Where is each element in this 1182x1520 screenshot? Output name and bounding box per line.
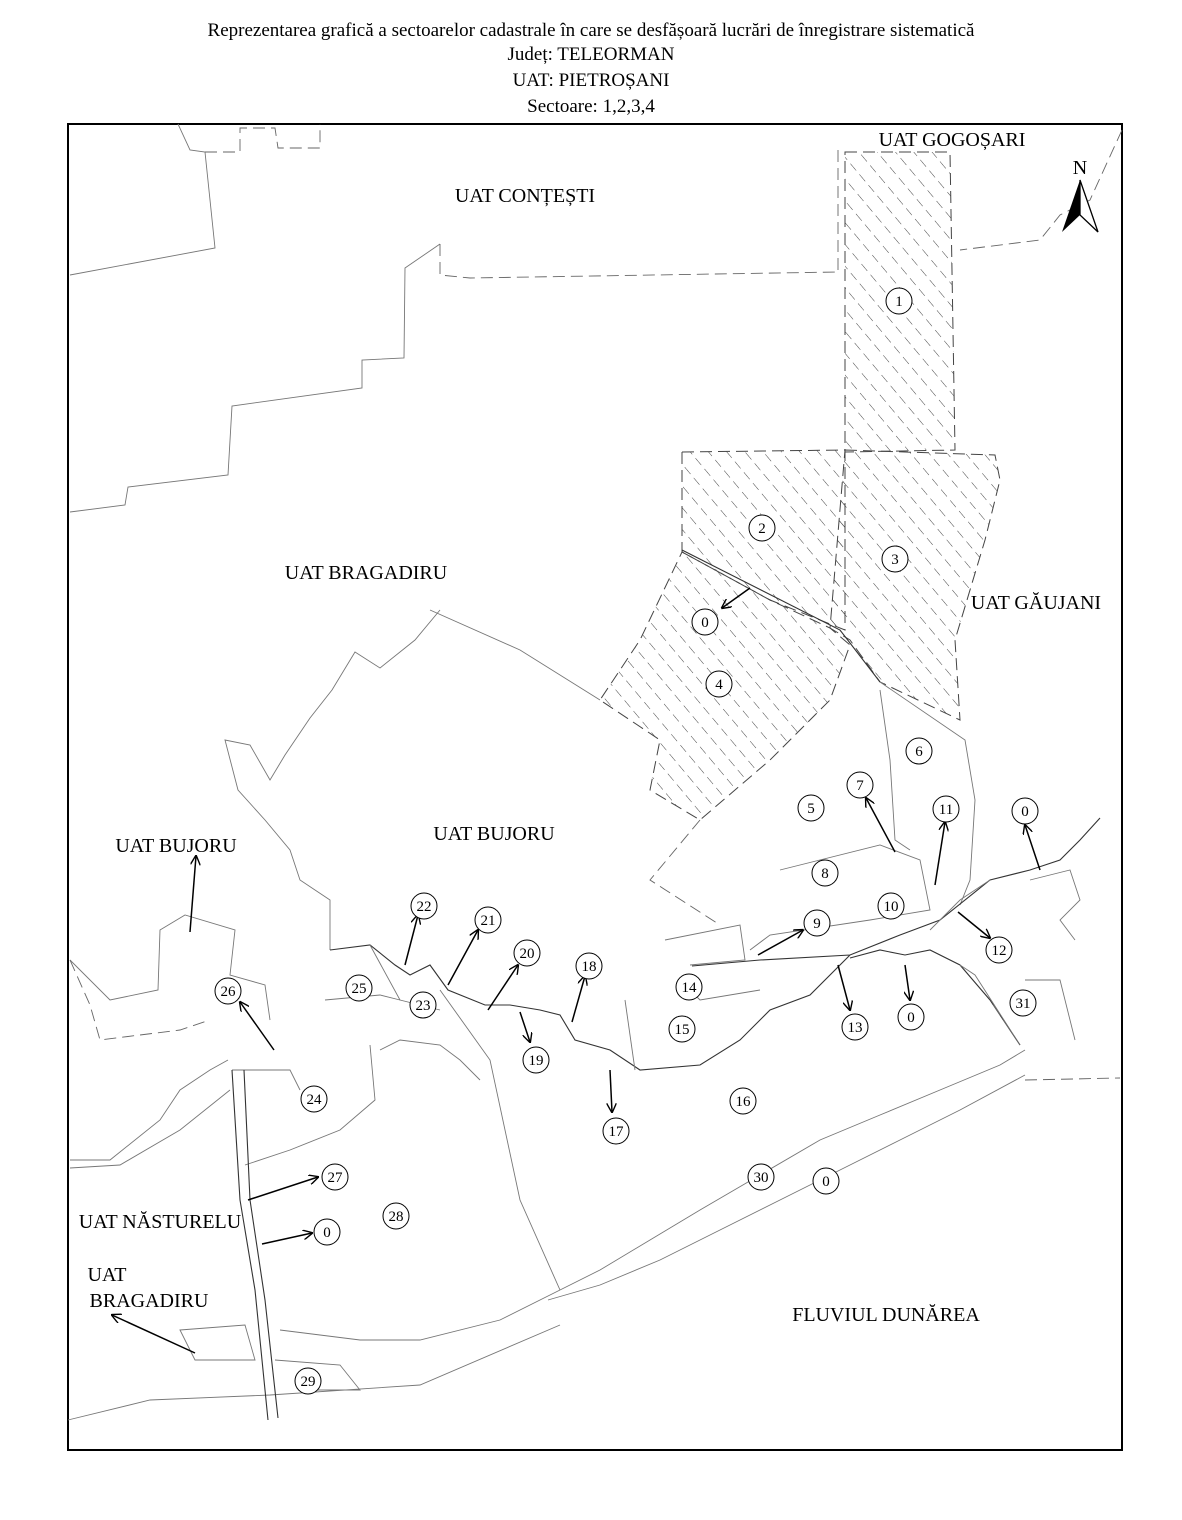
sector-label	[933, 796, 959, 822]
sector-label	[898, 1004, 924, 1030]
sector-label-text: 5	[807, 801, 815, 817]
sector-label-text: 15	[674, 1022, 690, 1038]
sector-label	[812, 860, 838, 886]
sector-label	[383, 1203, 409, 1229]
sector-label	[749, 515, 775, 541]
sector-label-text: 28	[388, 1209, 404, 1225]
sector-label-text: 16	[735, 1094, 751, 1110]
sector-label	[514, 940, 540, 966]
sector-label	[475, 907, 501, 933]
sector-label-text: 30	[753, 1170, 769, 1186]
sector-label	[882, 546, 908, 572]
label-arrows	[112, 588, 1040, 1353]
sector-3-area	[830, 450, 1000, 720]
sector-label	[1012, 798, 1038, 824]
sector-label	[523, 1047, 549, 1073]
sector-label-text: 0	[822, 1174, 830, 1190]
label-uat-gogosari: UAT GOGOȘARI	[878, 129, 1026, 151]
sector-label-text: 22	[416, 899, 432, 915]
sector-label	[842, 1014, 868, 1040]
sector-label	[314, 1219, 340, 1245]
sector-label	[886, 288, 912, 314]
label-fluviul-dunarea: FLUVIUL DUNĂREA	[792, 1304, 980, 1326]
sector-label	[986, 937, 1012, 963]
sector-label-text: 0	[701, 615, 709, 631]
sector-label	[906, 738, 932, 764]
sector-label-text: 29	[300, 1374, 316, 1390]
sector-label-text: 12	[991, 943, 1007, 959]
sector-label	[730, 1088, 756, 1114]
sector-label-text: 31	[1015, 996, 1031, 1012]
sector-label	[322, 1164, 348, 1190]
sector-label	[215, 978, 241, 1004]
map-title: Reprezentarea grafică a sectoarelor cadastrale în care se desfășoară lucrări de înregistrare sistematică	[207, 20, 975, 41]
sector-label-text: 8	[821, 866, 829, 882]
north-label: N	[1072, 157, 1088, 179]
sector-label	[798, 795, 824, 821]
sector-label-text: 18	[581, 959, 597, 975]
sector-label-text: 20	[519, 946, 535, 962]
label-uat-bragadiru: UAT BRAGADIRU	[284, 562, 448, 584]
label-uat-gaujani: UAT GĂUJANI	[970, 592, 1102, 614]
sector-label-text: 0	[907, 1010, 915, 1026]
label-uat-contesti: UAT CONȚEȘTI	[454, 185, 596, 207]
sector-label-text: 11	[938, 802, 954, 818]
uat-label: UAT: PIETROȘANI	[512, 70, 670, 91]
sector-label-text: 0	[1021, 804, 1029, 820]
sector-label	[804, 910, 830, 936]
north-arrow	[1062, 157, 1098, 232]
sector-label	[847, 772, 873, 798]
sector-label	[346, 975, 372, 1001]
sector-label-text: 21	[480, 913, 496, 929]
sector-label-text: 4	[715, 677, 723, 693]
sector-label-text: 23	[415, 998, 431, 1014]
sector-label-text: 24	[306, 1092, 322, 1108]
sector-label	[878, 893, 904, 919]
sector-label	[692, 609, 718, 635]
sector-label	[603, 1118, 629, 1144]
sector-label-text: 7	[856, 778, 864, 794]
sector-label-text: 14	[681, 980, 697, 996]
hatched-sectors	[600, 152, 1000, 820]
label-uat-bujoru-west: UAT BUJORU	[115, 835, 237, 857]
sector-label-text: 17	[608, 1124, 624, 1140]
sector-label-text: 13	[847, 1020, 863, 1036]
sector-label-text: 1	[895, 294, 903, 310]
sector-label-text: 19	[528, 1053, 544, 1069]
sector-label-text: 2	[758, 521, 766, 537]
sector-label	[813, 1168, 839, 1194]
sector-label	[748, 1164, 774, 1190]
sector-label-text: 10	[883, 899, 899, 915]
sector-label-text: 9	[813, 916, 821, 932]
sector-label	[411, 893, 437, 919]
sector-label-text: 0	[323, 1225, 331, 1241]
sector-label	[295, 1368, 321, 1394]
label-uat-nasturelu: UAT NĂSTURELU	[78, 1211, 242, 1233]
sector-label-text: 3	[891, 552, 899, 568]
label-uat-bujoru-center: UAT BUJORU	[433, 823, 555, 845]
map-frame	[68, 124, 1122, 1450]
sector-label-text: 26	[220, 984, 236, 1000]
sector-label-text: 6	[915, 744, 923, 760]
sector-label	[669, 1016, 695, 1042]
county-label: Județ: TELEORMAN	[507, 44, 675, 65]
sector-label-text: 25	[351, 981, 367, 997]
sector-label-text: 27	[327, 1170, 343, 1186]
north-arrow-left-icon	[1062, 180, 1080, 232]
label-uat-bragadiru-sw-1: UAT	[87, 1264, 127, 1286]
sector-label	[706, 671, 732, 697]
sectors-label: Sectoare: 1,2,3,4	[527, 96, 655, 117]
sector-label	[301, 1086, 327, 1112]
label-uat-bragadiru-sw-2: BRAGADIRU	[89, 1290, 209, 1312]
sector-label	[410, 992, 436, 1018]
sector-label	[676, 974, 702, 1000]
sector-label	[576, 953, 602, 979]
sector-label	[1010, 990, 1036, 1016]
